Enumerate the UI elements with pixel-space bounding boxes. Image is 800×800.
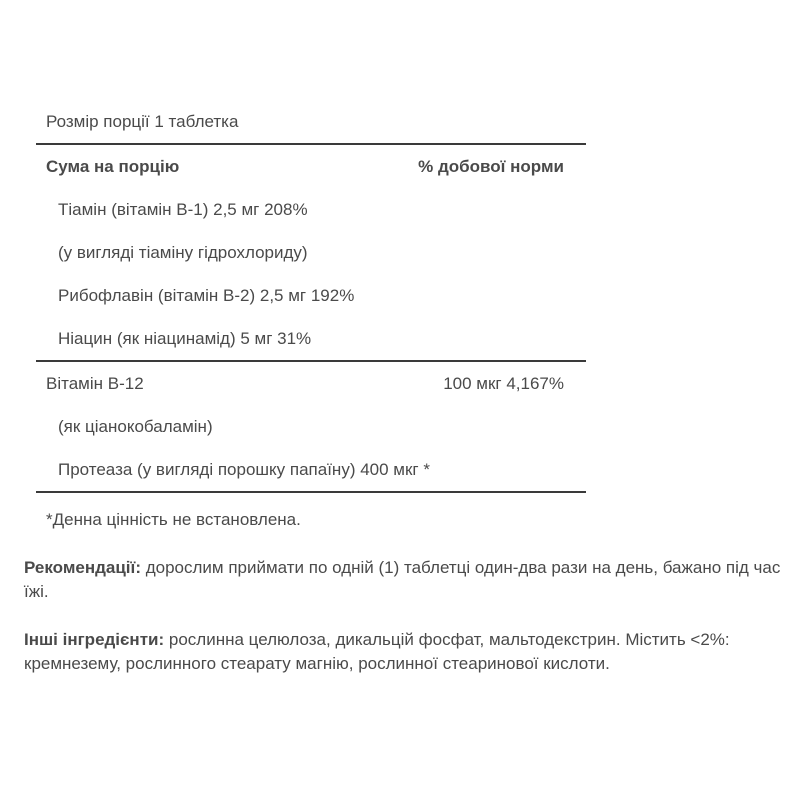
divider-bottom: [36, 491, 586, 493]
recommendations-label: Рекомендації:: [24, 558, 141, 577]
footnote: *Денна цінність не встановлена.: [46, 510, 301, 529]
nutrient-row: [36, 317, 586, 360]
nutrient-b12-form: (як ціанокобаламін): [58, 417, 213, 436]
serving-size: Розмір порції 1 таблетка: [46, 112, 239, 131]
supplement-facts-table: [36, 100, 586, 493]
nutrient-row: [36, 405, 586, 448]
recommendations-paragraph: [24, 556, 784, 604]
other-ingredients-paragraph: [24, 628, 784, 676]
nutrient-row: [36, 448, 586, 491]
nutrient-riboflavin: Рибофлавін (вітамін В-2) 2,5 мг 192%: [58, 286, 355, 305]
nutrient-row: [36, 231, 586, 274]
recommendations-text: дорослим приймати по одній (1) таблетці один-два рази на день, бажано під час їжі.: [24, 558, 781, 601]
nutrient-thiamin: Тіамін (вітамін В-1) 2,5 мг 208%: [58, 200, 308, 219]
nutrient-b12-name: Вітамін B-12: [46, 374, 144, 393]
other-ingredients-label: Інші інгредієнти:: [24, 630, 165, 649]
nutrient-row: [36, 362, 586, 405]
daily-value-header: % добової норми: [418, 157, 564, 176]
nutrient-b12-value: 100 мкг 4,167%: [443, 374, 564, 393]
other-ingredients-text: рослинна целюлоза, дикальцій фосфат, мальтодекстрин. Містить <2%: кремнезему, рослинного стеарату магнію, рослинної стеаринової кислоти.: [24, 630, 730, 673]
amount-header: Сума на порцію: [46, 157, 180, 176]
nutrient-niacin: Ніацин (як ніацинамід) 5 мг 31%: [58, 329, 312, 348]
nutrient-row: [36, 188, 586, 231]
nutrient-row: [36, 274, 586, 317]
serving-size-row: [36, 100, 586, 143]
header-row: [36, 145, 586, 188]
nutrient-thiamin-form: (у вигляді тіаміну гідрохлориду): [58, 243, 308, 262]
nutrient-protease: Протеаза (у вигляді порошку папаїну) 400 мкг *: [58, 460, 430, 479]
